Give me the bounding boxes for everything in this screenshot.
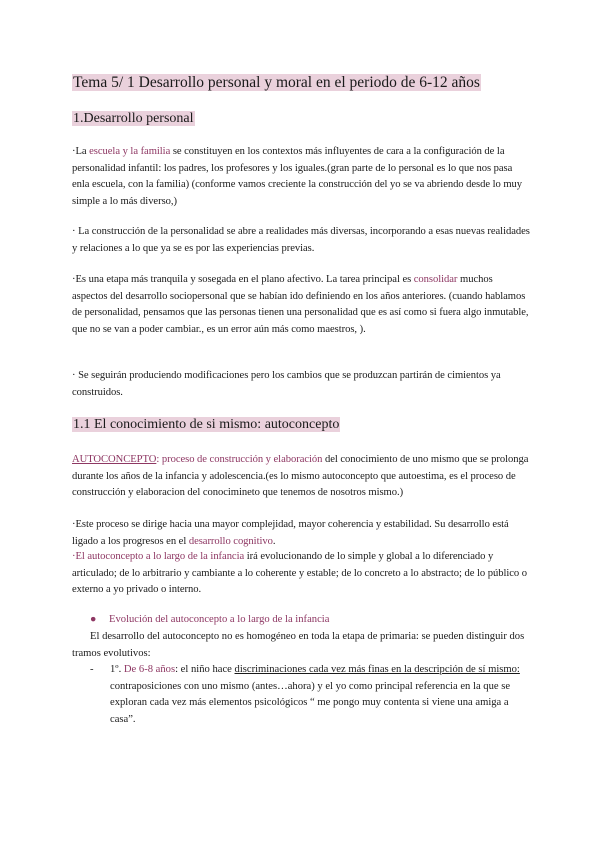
paragraph-rest: . — [272, 535, 276, 547]
bullet-text: Evolución del autoconcepto a lo largo de la infancia — [109, 614, 330, 625]
item-rest: contraposiciones con uno mismo (antes…ahora) y el yo como principal referencia en la que se exploran cada vez más elementos psicológicos “ me pongo muy contenta si viene una amiga a casa”. — [110, 680, 511, 725]
accent-consolidar: consolidar — [413, 274, 458, 285]
paragraph-construccion — [72, 224, 530, 257]
paragraph-lead: ·Este proceso se dirige hacia una mayor complejidad, mayor coherencia y estabilidad. Su desarrollo está ligado a los progresos en el — [72, 519, 509, 547]
section-heading-autoconcepto — [72, 416, 340, 434]
paragraph-lead: ·Es una etapa más tranquila y sosegada en el plano afectivo. La tarea principal es — [72, 274, 414, 285]
paragraph-rest: del conocimiento de uno mismo que se prolonga durante los años de la infancia y adolescencia.(es lo mismo autoconcepto que autoestima, es el proceso de construcción y elaboracion del conocimineto que tenemos de nosotros mismo.) — [72, 454, 529, 499]
accent-proceso: proceso de construcción y elaboración — [161, 454, 323, 465]
section-heading-text: 1.Desarrollo personal — [73, 111, 194, 126]
page-title — [72, 73, 528, 93]
paragraph-rest: irá evolucionando de lo simple y global a lo diferenciado y articulado; de lo arbitrario y cambiante a lo coherente y estable; de lo concreto a lo abstracto; de lo público o externo a yo privado o interno. — [72, 551, 527, 596]
paragraph-evolucion — [72, 549, 530, 599]
paragraph-lead: ·La — [72, 146, 90, 157]
section-heading-desarrollo-personal — [72, 110, 195, 128]
accent-edad: De 6-8 años — [123, 664, 176, 675]
paragraph-modificaciones — [72, 368, 530, 401]
item-number: 1º. — [110, 664, 124, 675]
dash-marker: - — [90, 664, 94, 675]
paragraph-rest: se constituyen en los contextos más influyentes de cara a la configuración de la personalidad infantil: los padres, los profesores y los iguales.(gran parte de lo personal es lo que nos pasa enla escuela, con la familia) (conforme vamos creciente la construcción del yo se va abriendo desde lo muy simple a lo más diverso,) — [72, 146, 523, 207]
paragraph-etapa-tranquila — [72, 272, 530, 338]
accent-escuela-familia: escuela y la familia — [89, 146, 171, 157]
accent-desarrollo-cognitivo: desarrollo cognitivo — [188, 535, 273, 547]
term-autoconcepto: AUTOCONCEPTO — [72, 454, 157, 465]
accent-autoconcepto-infancia: ·El autoconcepto a lo largo de la infancia — [72, 551, 245, 562]
paragraph-complejidad — [72, 517, 530, 550]
item-connector: : el niño hace — [175, 664, 235, 675]
dash-item-text — [110, 662, 530, 728]
bullet-dot-icon: ● — [90, 614, 97, 625]
paragraph-contextos — [72, 144, 530, 210]
term-colon: : — [156, 454, 162, 465]
paragraph-autoconcepto-definicion — [72, 452, 530, 502]
paragraph-tramos — [72, 629, 532, 662]
paragraph-rest: muchos aspectos del desarrollo sociopersonal que se habían ido definiendo en los años anteriores. (cuando hablamos de personalidad, pensamos que las personas tienen una personalidad que es así como si fuera algo inmutable, que no se van a poder cambiar., es un error aún más como maestros, ). — [72, 274, 529, 335]
title-highlight: Tema 5/ 1 Desarrollo personal y moral en el periodo de 6-12 años — [73, 74, 480, 91]
paragraph-text: · La construcción de la personalidad se abre a realidades más diversas, incorporando a esas nuevas realidades y relaciones a lo que ya se es por las experiencias previas. — [72, 226, 530, 254]
underlined-discriminaciones: discriminaciones cada vez más finas en la descripción de sí mismo: — [234, 664, 520, 675]
paragraph-text: El desarrollo del autoconcepto no es homogéneo en toda la etapa de primaria: se pueden distinguir dos tramos evolutivos: — [72, 631, 525, 659]
paragraph-text: · Se seguirán produciendo modificaciones pero los cambios que se produzcan partirán de cimientos ya construidos. — [72, 370, 501, 398]
section-heading-text: 1.1 El conocimiento de si mismo: autoconcepto — [73, 417, 340, 432]
